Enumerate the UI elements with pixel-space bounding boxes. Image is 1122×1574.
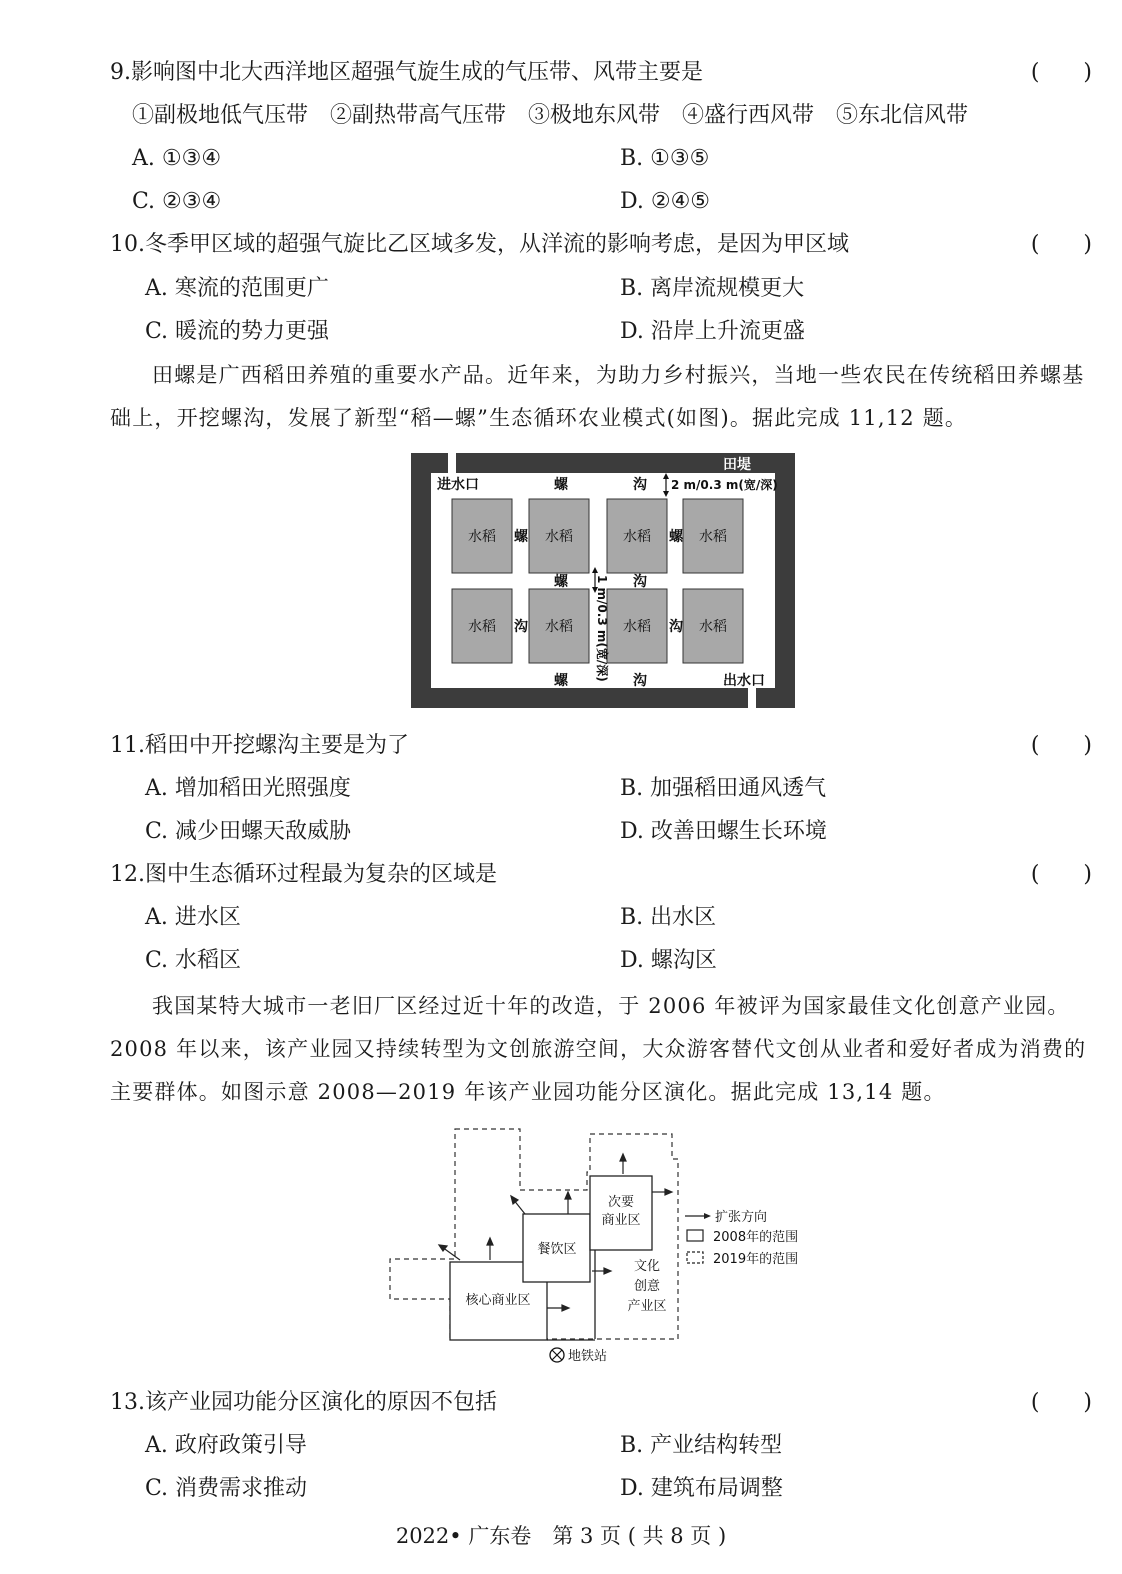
passage-rice-snail: 田螺是广西稻田养殖的重要水产品。近年来，为助力乡村振兴，当地一些农民在传统稻田养螺基础上，开挖螺沟，发展了新型“稻—螺”生态循环农业模式(如图)。据此完成 11,12 题。 <box>110 363 1085 430</box>
food-label: 餐饮区 <box>537 1242 577 1257</box>
rice-label: 水稻 <box>545 529 573 545</box>
q9-answer-bracket: ( ) <box>1030 60 1092 85</box>
q12-answer-bracket: ( ) <box>1030 862 1092 887</box>
rice-snail-figure <box>411 453 796 713</box>
q9-option-c: C. ②③④ <box>132 189 222 214</box>
q12-option-d: D. 螺沟区 <box>620 948 717 973</box>
inlet-label: 进水口 <box>437 477 479 493</box>
q12-stem: 12.图中生态循环过程最为复杂的区域是 <box>110 862 497 887</box>
passage-industrial-park: 我国某特大城市一老旧厂区经过近十年的改造，于 2006 年被评为国家最佳文化创意产业园。2008 年以来，该产业园又持续转型为文创旅游空间，大众游客替代文创从业者和爱好者成为消费的主要群体。如图示意 2008—2019 年该产业园功能分区演化。据此完成 13,14 题。 <box>110 994 1087 1104</box>
culture-label-2: 创意 <box>633 1279 661 1294</box>
q11-answer-bracket: ( ) <box>1030 733 1092 758</box>
page-footer: 2022• 广东卷 第 3 页 ( 共 8 页 ) <box>395 1524 727 1548</box>
q13-option-c: C. 消费需求推动 <box>145 1476 308 1501</box>
q13-stem: 13.该产业园功能分区演化的原因不包括 <box>110 1390 497 1415</box>
legend-expand-label: 扩张方向 <box>715 1210 768 1225</box>
rice-label: 水稻 <box>468 529 496 545</box>
q10-option-a: A. 寒流的范围更广 <box>145 276 329 301</box>
q9-items: ①副极地低气压带 ②副热带高气压带 ③极地东风带 ④盛行西风带 ⑤东北信风带 <box>132 103 969 128</box>
q11-option-b: B. 加强稻田通风透气 <box>620 776 827 801</box>
core-commercial-label: 核心商业区 <box>465 1293 531 1308</box>
q9-option-d: D. ②④⑤ <box>620 189 711 214</box>
q13-answer-bracket: ( ) <box>1030 1390 1092 1415</box>
legend-2008-label: 2008年的范围 <box>713 1230 799 1245</box>
ditch-label-luo: 螺 <box>554 574 568 590</box>
q11-stem: 11.稻田中开挖螺沟主要是为了 <box>110 733 409 758</box>
ditch-label-luo: 螺 <box>554 673 568 689</box>
q12-option-a: A. 进水区 <box>145 905 241 930</box>
rice-label: 水稻 <box>545 619 573 635</box>
culture-label-1: 文化 <box>633 1259 661 1274</box>
ditch-label-gou: 沟 <box>633 477 647 493</box>
q11-option-c: C. 减少田螺天敌威胁 <box>145 819 352 844</box>
q10-stem: 10.冬季甲区域的超强气旋比乙区域多发，从洋流的影响考虑，是因为甲区域 <box>110 232 849 257</box>
ditch-label-gou: 沟 <box>669 619 683 635</box>
rice-label: 水稻 <box>699 619 727 635</box>
q11-option-d: D. 改善田螺生长环境 <box>620 819 827 844</box>
legend-2008-swatch <box>687 1230 703 1241</box>
q12-option-c: C. 水稻区 <box>145 948 242 973</box>
ditch-label-luo: 螺 <box>514 529 528 545</box>
q10-option-b: B. 离岸流规模更大 <box>620 276 805 301</box>
q9-option-a: A. ①③④ <box>132 146 222 171</box>
rice-label: 水稻 <box>699 529 727 545</box>
outlet-label: 出水口 <box>723 673 765 689</box>
inlet-gap <box>448 453 456 474</box>
q13-option-a: A. 政府政策引导 <box>145 1433 307 1458</box>
q12-option-b: B. 出水区 <box>620 905 717 930</box>
ditch-label-gou: 沟 <box>633 673 647 689</box>
rice-label: 水稻 <box>468 619 496 635</box>
field-bank-label: 田堤 <box>723 457 751 473</box>
ditch-label-gou: 沟 <box>633 574 647 590</box>
q10-option-c: C. 暖流的势力更强 <box>145 319 330 344</box>
q11-option-a: A. 增加稻田光照强度 <box>145 776 351 801</box>
secondary-label-2: 商业区 <box>601 1213 641 1228</box>
top-ditch-dimension: 2 m/0.3 m(宽/深) <box>671 478 778 492</box>
legend-2019-label: 2019年的范围 <box>713 1252 799 1267</box>
ditch-label-luo: 螺 <box>669 529 683 545</box>
culture-label-3: 产业区 <box>627 1299 667 1314</box>
secondary-label-1: 次要 <box>607 1195 635 1210</box>
q10-answer-bracket: ( ) <box>1030 232 1092 257</box>
ditch-label-luo: 螺 <box>554 477 568 493</box>
subway-label: 地铁站 <box>568 1349 608 1364</box>
rice-label: 水稻 <box>623 529 651 545</box>
outlet-gap <box>748 687 756 709</box>
park-zones-figure <box>385 1124 825 1378</box>
legend-2019-swatch <box>687 1252 703 1263</box>
rice-label: 水稻 <box>623 619 651 635</box>
ditch-label-gou: 沟 <box>514 619 528 635</box>
middle-ditch-dimension: 1 m/0.3 m(宽/深) <box>595 575 609 682</box>
q13-option-b: B. 产业结构转型 <box>620 1433 783 1458</box>
q9-stem: 9.影响图中北大西洋地区超强气旋生成的气压带、风带主要是 <box>110 60 703 85</box>
q13-option-d: D. 建筑布局调整 <box>620 1476 783 1501</box>
q9-option-b: B. ①③⑤ <box>620 146 710 171</box>
q10-option-d: D. 沿岸上升流更盛 <box>620 319 805 344</box>
